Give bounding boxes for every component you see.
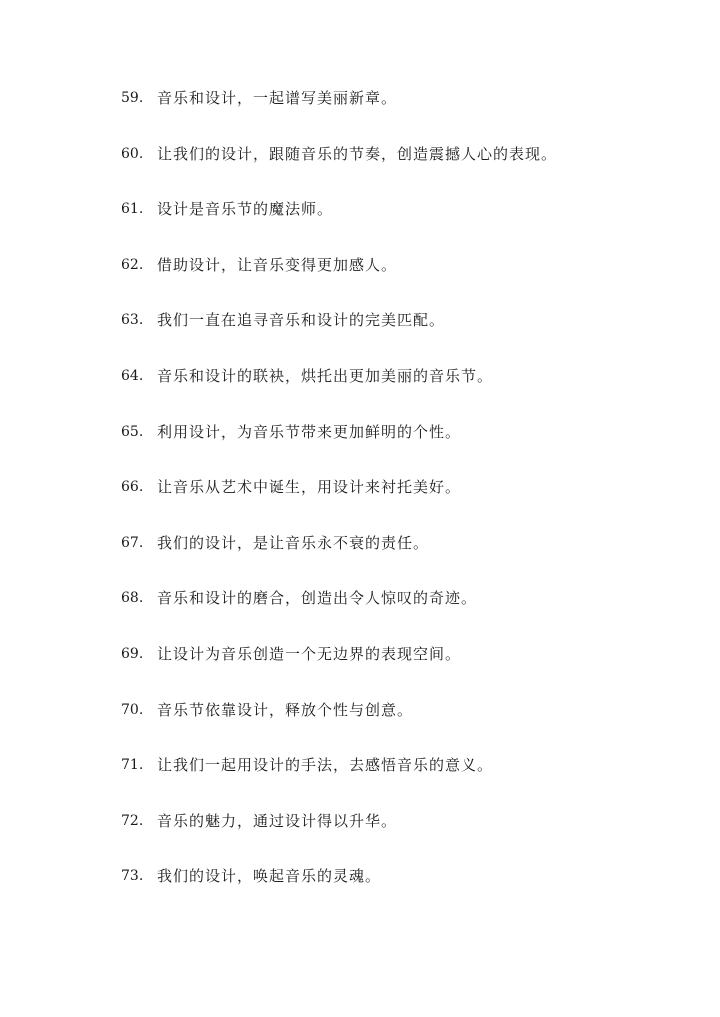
list-item-number: 73. [121,868,144,885]
list-item-text: 让设计为音乐创造一个无边界的表现空间。 [157,644,462,663]
list-item-number: 62. [121,256,144,273]
list-item-text: 我们的设计，唤起音乐的灵魂。 [157,867,382,886]
list-item-text: 借助设计，让音乐变得更加感人。 [157,255,398,274]
list-item-number: 59. [121,90,144,106]
list-item [121,308,701,364]
list-item [121,420,701,476]
list-item-number: 60. [121,145,144,162]
list-item-number: 63. [121,312,144,329]
list-item [121,197,701,253]
list-item-text: 音乐和设计，一起谱写美丽新章。 [157,89,398,107]
list-item-number: 65. [121,423,144,440]
list-item [121,809,701,865]
list-item [121,864,701,920]
list-item-text: 让我们一起用设计的手法，去感悟音乐的意义。 [157,756,494,775]
list-item-text: 设计是音乐节的魔法师。 [157,200,334,219]
list-item-number: 71. [121,757,144,774]
list-item [121,642,701,698]
list-item-number: 61. [121,201,144,218]
list-item [121,364,701,420]
list-item [121,253,701,309]
list-item [121,753,701,809]
list-item-number: 68. [121,590,144,607]
numbered-list [121,86,701,920]
list-item-text: 我们一直在追寻音乐和设计的完美匹配。 [157,311,446,330]
list-item-number: 70. [121,701,144,718]
list-item [121,586,701,642]
list-item-text: 利用设计，为音乐节带来更加鲜明的个性。 [157,422,462,441]
list-item-number: 67. [121,534,144,551]
list-item [121,86,701,142]
list-item [121,698,701,754]
list-item-text: 音乐和设计的磨合，创造出令人惊叹的奇迹。 [157,589,478,608]
list-item-number: 64. [121,367,144,384]
list-item [121,475,701,531]
list-item-text: 音乐的魅力，通过设计得以升华。 [157,811,398,830]
list-item-number: 66. [121,479,144,496]
list-item-text: 我们的设计，是让音乐永不衰的责任。 [157,533,430,552]
list-item-text: 音乐和设计的联袂，烘托出更加美丽的音乐节。 [157,366,494,385]
list-item-text: 让我们的设计，跟随音乐的节奏，创造震撼人心的表现。 [157,144,558,163]
list-item [121,142,701,198]
list-item-text: 让音乐从艺术中诞生，用设计来衬托美好。 [157,478,462,497]
list-item [121,531,701,587]
list-item-text: 音乐节依靠设计，释放个性与创意。 [157,700,414,719]
list-item-number: 69. [121,645,144,662]
list-item-number: 72. [121,812,144,829]
